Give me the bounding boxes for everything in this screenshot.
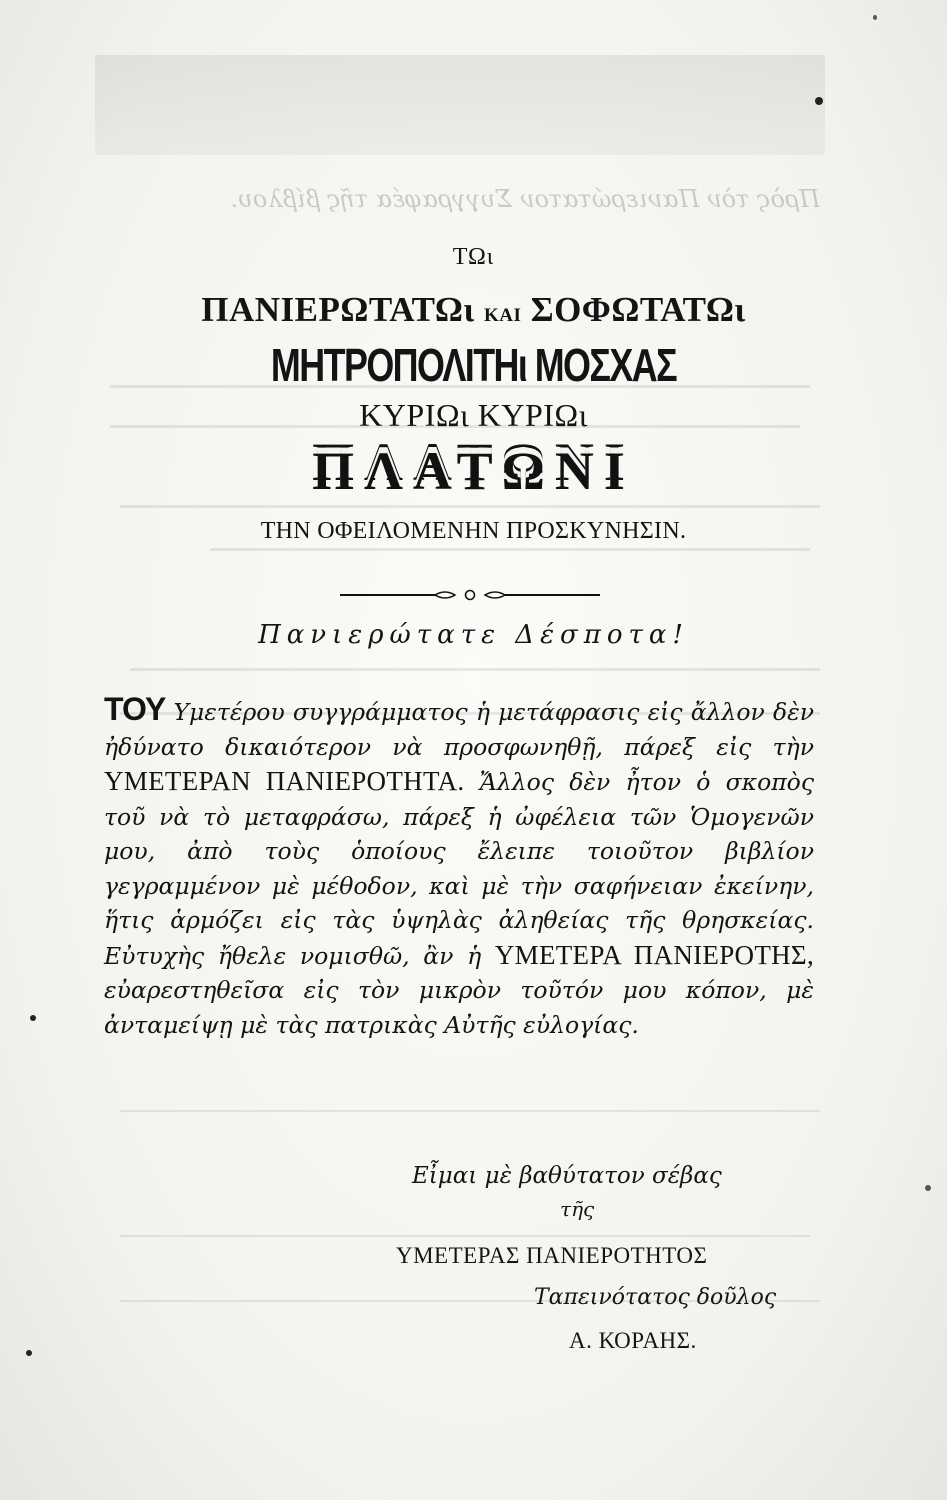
- letter-caps-2: ΥΜΕΤΕΡΑ ΠΑΝΙΕΡΟΤΗΣ,: [494, 939, 814, 970]
- bleed-through-line: [120, 505, 820, 508]
- dedication-line-1-a: ΠΑΝΙΕΡΩΤΑΤΩι: [201, 290, 475, 329]
- ink-speck: [815, 97, 823, 105]
- letter-body: [104, 692, 814, 1042]
- bleed-through-line: [120, 1110, 820, 1112]
- salutation: Πανιερώτατε Δέσποτα!: [258, 620, 689, 650]
- closing-line-2: τῆς: [560, 1197, 595, 1221]
- ink-speck: [30, 1015, 36, 1021]
- dedication-line-1-b: ΣΟΦΩΤΑΤΩι: [530, 290, 746, 329]
- dedication-line-3: ΚΥΡΙΩι ΚΥΡΙΩι: [359, 397, 588, 433]
- closing-line-3: ΥΜΕΤΕΡΑΣ ΠΑΝΙΕΡΟΤΗΤΟΣ: [396, 1243, 708, 1268]
- dedication-name: ΠΛΑΤΩΝΙ: [312, 441, 635, 501]
- bleed-through-line: [210, 548, 810, 551]
- bleed-through-line: [120, 1235, 810, 1237]
- dedication-line-1-conj: ΚΑΙ: [484, 305, 522, 326]
- dedication-line-1: [0, 290, 947, 330]
- drop-cap: ΤΟΥ: [104, 691, 166, 727]
- signature: Α. ΚΟΡΑΗΣ.: [569, 1328, 697, 1353]
- letter-text-3: εὐαρεστηθεῖσα εἰς τὸν μικρὸν τοῦτόν μου κόπον, μὲ ἀνταμείψῃ μὲ τὰς πατρικὰς Αὐτῆς εὐλογίας.: [104, 976, 814, 1039]
- ornament-divider: [340, 588, 600, 602]
- dedication-to: ΤΩι: [452, 244, 495, 270]
- dedication-line-5: ΤΗΝ ΟΦΕΙΛΟΜΕΝΗΝ ΠΡΟΣΚΥΝΗΣΙΝ.: [260, 518, 687, 544]
- letter-text-2: Ἄλλος δὲν ἦτον ὁ σκοπὸς τοῦ νὰ τὸ μεταφράσω, πάρεξ ἡ ὠφέλεια τῶν Ὁμογενῶν μου, ἀπὸ τοὺς ὁποίους ἔλειπε τοιοῦτον βιβλίον γεγραμμένον μὲ μέθοδον, καὶ μὲ τὴν σαφήνειαν ἐκείνην, ἥτις ἁρμόζει εἰς τὰς ὑψηλὰς ἀληθείας τῆς θρησκείας. Εὐτυχὴς ἤθελε νομισθῶ, ἂν ἡ: [104, 768, 814, 970]
- letter-text-1: Υμετέρου συγγράμματος ἡ μετάφρασις εἰς ἄλλον δὲν ἠδύνατο δικαιότερον νὰ προσφωνηθῇ, πάρεξ εἰς τὴν: [104, 698, 814, 761]
- letter-caps-1: ΥΜΕΤΕΡΑΝ ΠΑΝΙΕΡΟΤΗΤΑ.: [104, 766, 465, 796]
- bleed-through-header-band: [95, 55, 825, 155]
- bleed-through-title: Πρὸς τὸν Πανιερώτατον Συγγραφέα τῆς βίβλου.: [230, 185, 820, 213]
- closing-line-1: Εἶμαι μὲ βαθύτατον σέβας: [412, 1163, 722, 1189]
- ink-speck: [873, 15, 877, 20]
- bleed-through-line: [130, 668, 820, 671]
- ink-speck: [925, 1185, 931, 1191]
- dedication-line-2: ΜΗΤΡΟΠΟΛΙΤΗι ΜΟΣΧΑΣ: [270, 339, 677, 391]
- ink-speck: [26, 1350, 32, 1356]
- closing-line-4: Ταπεινότατος δοῦλος: [534, 1285, 777, 1310]
